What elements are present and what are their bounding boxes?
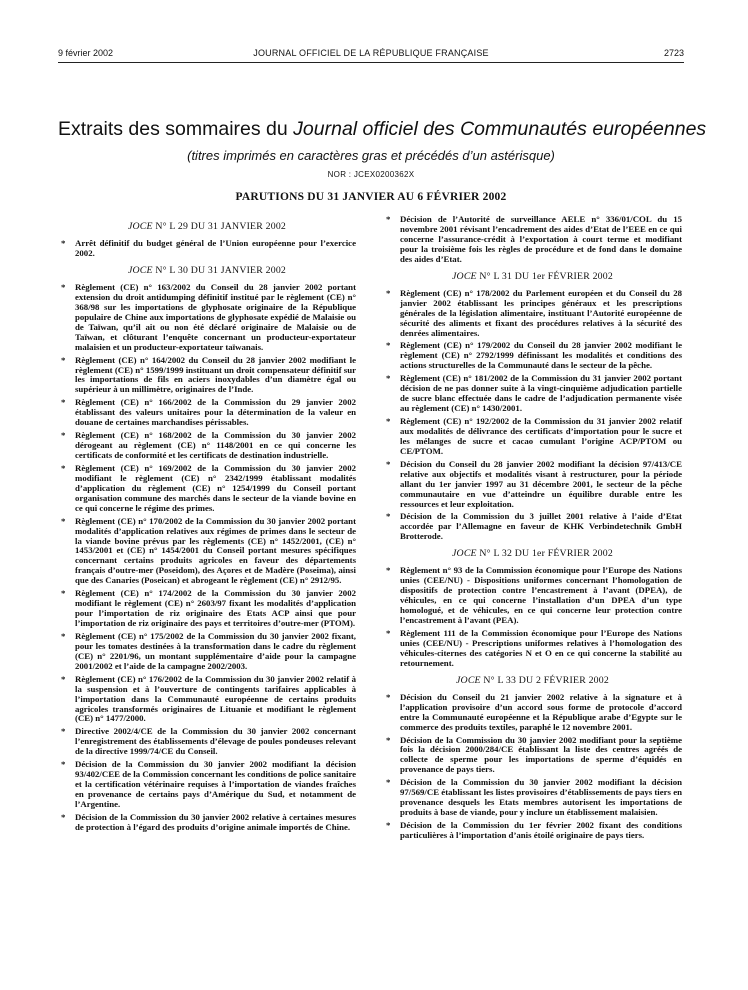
entry-text: Règlement (CE) n° 174/2002 de la Commission du 30 janvier 2002 modifiant le règlement (CE) n° 2603/97 fixant les modalités d’application pour l’importation de riz originaire des Etats ACP ainsi que pour l’importation de riz originaire des pays et territoires d’outre-mer (PTOM). [75,588,356,628]
left-column [58,215,356,836]
section-issue: N° L 30 DU 31 JANVIER 2002 [152,264,287,276]
asterisk-marker: * [61,397,66,408]
summary-entry [383,460,682,510]
summary-entry [58,283,356,353]
section-heading [58,265,356,276]
page-subtitle: (titres imprimés en caractères gras et précédés d’un astérisque) [187,148,555,163]
summary-entry [383,821,682,841]
summary-entry [383,778,682,818]
asterisk-marker: * [61,811,66,822]
asterisk-marker: * [61,726,66,737]
entry-text: Décision de la Commission du 1er février 2002 fixant des conditions particulières à l’importation d’anis étoilé originaire de pays tiers. [400,820,682,840]
asterisk-marker: * [61,282,66,292]
entry-text: Règlement (CE) n° 176/2002 de la Commission du 30 janvier 2002 relatif à la suspension et à l’ouverture de contingents tarifaires applicables à l’importation dans la Communauté européenne de certains produits agricoles transformés originaires de Lituanie et modifiant le règlement (CE) n° 1477/2000. [75,673,356,724]
section-heading [58,221,356,232]
section-issue: N° L 29 DU 31 JANVIER 2002 [152,221,287,232]
summary-entry [58,431,356,461]
summary-entry [58,517,356,587]
header-rule [58,62,684,63]
asterisk-marker: * [386,511,391,522]
entry-text: Décision de la Commission du 3 juillet 2001 relative à l’aide d’Etat accordée par l’Allemagne en faveur de KHK Verbindetechnik GmbH Brotterode. [400,511,682,542]
publication-period: PARUTIONS DU 31 JANVIER AU 6 FÉVRIER 2002 [235,191,507,203]
asterisk-marker: * [61,238,66,249]
asterisk-marker: * [386,777,391,788]
summary-entry [383,693,682,733]
summary-entry [58,464,356,514]
section-heading [383,271,682,282]
running-header [58,46,684,62]
nor-reference: NOR : JCEX0200362X [327,170,415,179]
section-issue: N° L 31 DU 1er FÉVRIER 2002 [476,270,613,282]
entry-text: Règlement (CE) n° 181/2002 de la Commission du 31 janvier 2002 portant décision de ne pas donner suite à la vingt-cinquième adjudication partielle de sucre blanc effectuée dans le cadre de l’adjudication permanente visée au règlement (CE) n° 1430/2001. [400,373,682,414]
header-page-number: 2723 [663,48,684,58]
asterisk-marker: * [61,515,66,526]
section-issue: N° L 32 DU 1er FÉVRIER 2002 [476,548,613,560]
summary-entry [58,632,356,672]
section-heading [383,548,682,559]
asterisk-marker: * [386,565,391,576]
asterisk-marker: * [386,416,391,426]
entry-text: Décision de l’Autorité de surveillance AELE n° 336/01/COL du 15 novembre 2001 révisant l’encadrement des aides d’Etat de l’EEE en ce qui concerne l’assurance-crédit à l’exportation à court terme et modifiant pour la troisième fois les règles de procédure et de fond dans le domaine des aides d’Etat. [400,214,682,264]
entry-text: Décision du Conseil du 28 janvier 2002 modifiant la décision 97/413/CE relative aux objectifs et modalités visant à restructurer, pour la période allant du 1er janvier 1997 au 31 décembre 2001, le secteur de la pêche communautaire en vue d’atteindre un équilibre durable entre les ressources et leur exploitation. [400,458,682,509]
section-heading [383,675,682,686]
entry-text: Règlement (CE) n° 179/2002 du Conseil du 28 janvier 2002 modifiant le règlement (CE) n° 2792/1999 définissant les modalités et conditions des actions structurelles de la Communauté dans le secteur de la pêche. [400,340,682,371]
summary-entry [58,398,356,428]
entry-text: Décision de la Commission du 30 janvier 2002 modifiant la décision 93/402/CEE de la Commission concernant les conditions de police sanitaire et la certification vétérinaire requises à l’importation de viandes fraîches en provenance de certains pays d’Amérique du Sud, et notamment de l’Argentine. [75,759,356,809]
header-journal-name: JOURNAL OFFICIEL DE LA RÉPUBLIQUE FRANÇAISE [253,48,489,58]
entry-text: Règlement (CE) n° 168/2002 de la Commission du 30 janvier 2002 dérogeant au règlement (CE) n° 1148/2001 en ce qui concerne les certificats de conformité et les certificats de destination industrielle. [75,430,356,460]
summary-entry [58,675,356,725]
asterisk-marker: * [61,588,66,599]
summary-entry [383,215,682,265]
asterisk-marker: * [61,673,66,684]
title-journal-name: Journal officiel des Communautés européennes [293,118,707,140]
joce-label: JOCE [127,221,153,232]
summary-entry [383,566,682,626]
summary-entry [383,629,682,669]
joce-label: JOCE [452,548,477,560]
asterisk-marker: * [386,214,391,224]
asterisk-marker: * [61,630,66,641]
entry-text: Règlement 111 de la Commission économique pour l’Europe des Nations unies (CEE/NU) - Prescriptions uniformes relatives à l’homologation des véhicules-citernes des catégories N et O en ce qui concerne la stabilité au retournement. [400,627,682,668]
entry-text: Règlement (CE) n° 164/2002 du Conseil du 28 janvier 2002 modifiant le règlement (CE) n° 1599/1999 instituant un droit compensateur définitif sur les importations de fils en aciers inoxydables d’un diamètre égal ou supérieur à un millimètre, originaires de l’Inde. [75,354,356,395]
asterisk-marker: * [386,627,391,638]
summary-entry [58,589,356,629]
entry-text: Décision de la Commission du 30 janvier 2002 modifiant pour la septième fois la décision 2000/284/CE établissant la liste des centres agréés de collecte de sperme pour les importations de sperme d’équidés en provenance de pays tiers. [400,734,682,775]
summary-entry [383,736,682,776]
summary-entry [383,289,682,339]
summary-entry [58,239,356,259]
entry-text: Règlement (CE) n° 169/2002 de la Commission du 30 janvier 2002 modifiant le règlement (CE) n° 2342/1999 établissant modalités d’application du règlement (CE) n° 1254/1999 du Conseil portant organisation commune des marchés dans le secteur de la viande bovine en ce qui concerne le régime des primes. [75,462,356,513]
entry-text: Règlement n° 93 de la Commission économique pour l’Europe des Nations unies (CEE/NU) - Dispositions uniformes concernant l’homologation de dispositifs de protection contre l’encastrement à l’avant (DPEA), de véhicules, en ce qui concerne l’installation d’un DPEA d’un type homologué, et de véhicules, en ce qui concerne leur protection contre l’encastrement à l’avant (PEA). [400,565,682,625]
entry-text: Règlement (CE) n° 166/2002 de la Commission du 29 janvier 2002 établissant des valeurs unitaires pour la détermination de la valeur en douane de certaines marchandises périssables. [75,397,356,428]
right-column [383,215,682,844]
asterisk-marker: * [386,458,391,469]
asterisk-marker: * [61,759,66,770]
asterisk-marker: * [386,691,391,702]
entry-text: Arrêt définitif du budget général de l’Union européenne pour l’exercice 2002. [75,238,356,258]
section-issue: N° L 33 DU 2 FÉVRIER 2002 [480,674,609,686]
summary-entry [383,341,682,371]
entry-text: Règlement (CE) n° 192/2002 de la Commission du 31 janvier 2002 relatif aux modalités de délivrance des certificats d’importation pour le sucre et les mélanges de sucre et cacao cumulant l’origine ACP/PTOM ou CE/PTOM. [400,416,682,456]
asterisk-marker: * [386,820,391,830]
asterisk-marker: * [386,287,391,298]
asterisk-marker: * [386,734,391,745]
joce-label: JOCE [452,270,477,282]
entry-text: Règlement (CE) n° 170/2002 de la Commission du 30 janvier 2002 portant modalités d’application relatives aux régimes de primes dans le secteur de la viande bovine prévus par les règlements (CE) n° 1452/2001, (CE) n° 1453/2001 et (CE) n° 1454/2001 du Conseil portant mesures spécifiques concernant certains produits agricoles en faveur des départements français d’outre-mer (Poseidom), des Açores et de Madère (Poseima), ainsi que des Canaries (Poseican) et abrogeant le règlement (CE) n° 2912/95. [75,515,356,586]
summary-entry [383,374,682,414]
header-date: 9 février 2002 [58,48,114,58]
summary-entry [58,356,356,396]
entry-text: Règlement (CE) n° 178/2002 du Parlement européen et du Conseil du 28 janvier 2002 établissant les principes généraux et les prescriptions générales de la législation alimentaire, instituant l’Autorité européenne de sécurité des aliments et fixant des procédures relatives à la sécurité des denrées alimentaires. [400,287,682,338]
page-title [58,118,707,141]
summary-entry [58,813,356,833]
entry-text: Décision du Conseil du 21 janvier 2002 relative à la signature et à l’application provisoire d’un accord sous forme de protocole d’accord entre la Communauté européenne et la République arabe d’Egypte sur le commerce des produits textiles, paraphé le 12 novembre 2001. [400,691,682,732]
joce-label: JOCE [127,264,153,276]
summary-entry [383,417,682,457]
asterisk-marker: * [386,373,391,384]
entry-text: Décision de la Commission du 30 janvier 2002 relative à certaines mesures de protection à l’égard des produits d’origine animale importés de Chine. [75,811,356,832]
joce-label: JOCE [456,674,481,686]
entry-text: Règlement (CE) n° 175/2002 de la Commission du 30 janvier 2002 fixant, pour les tomates destinées à la transformation dans le cadre du règlement (CE) n° 2201/96, un montant supplémentaire d’aide pour la campagne 2001/2002 et l’aide de la campagne 2002/2003. [75,630,356,671]
asterisk-marker: * [386,340,391,351]
summary-entry [58,727,356,757]
asterisk-marker: * [61,462,66,473]
asterisk-marker: * [61,430,66,441]
entry-text: Directive 2002/4/CE de la Commission du 30 janvier 2002 concernant l’enregistrement des établissements d’élevage de poules pondeuses relevant de la directive 1999/74/CE du Conseil. [75,726,356,757]
asterisk-marker: * [61,354,66,365]
title-prefix: Extraits des sommaires du [58,118,294,140]
summary-entry [383,512,682,542]
summary-entry [58,760,356,810]
entry-text: Décision de la Commission du 30 janvier 2002 modifiant la décision 97/569/CE établissant les listes provisoires d’établissements de pays tiers en provenance desquels les Etats membres autorisent les importations de produits à base de viande, pour y inclure un établissement malaisien. [400,777,682,818]
entry-text: Règlement (CE) n° 163/2002 du Conseil du 28 janvier 2002 portant extension du droit antidumping définitif institué par le règlement (CE) n° 368/98 sur les importations de glyphosate originaire de la République populaire de Chine aux importations de glyphosate expédié de Malaisie ou de Taïwan, qu’il ait ou non été déclaré originaire de Malaisie ou de Taïwan, et clôturant l’enquête concernant un producteur-exportateur malaisien et un producteur-exportateur taïwanais. [75,282,356,352]
